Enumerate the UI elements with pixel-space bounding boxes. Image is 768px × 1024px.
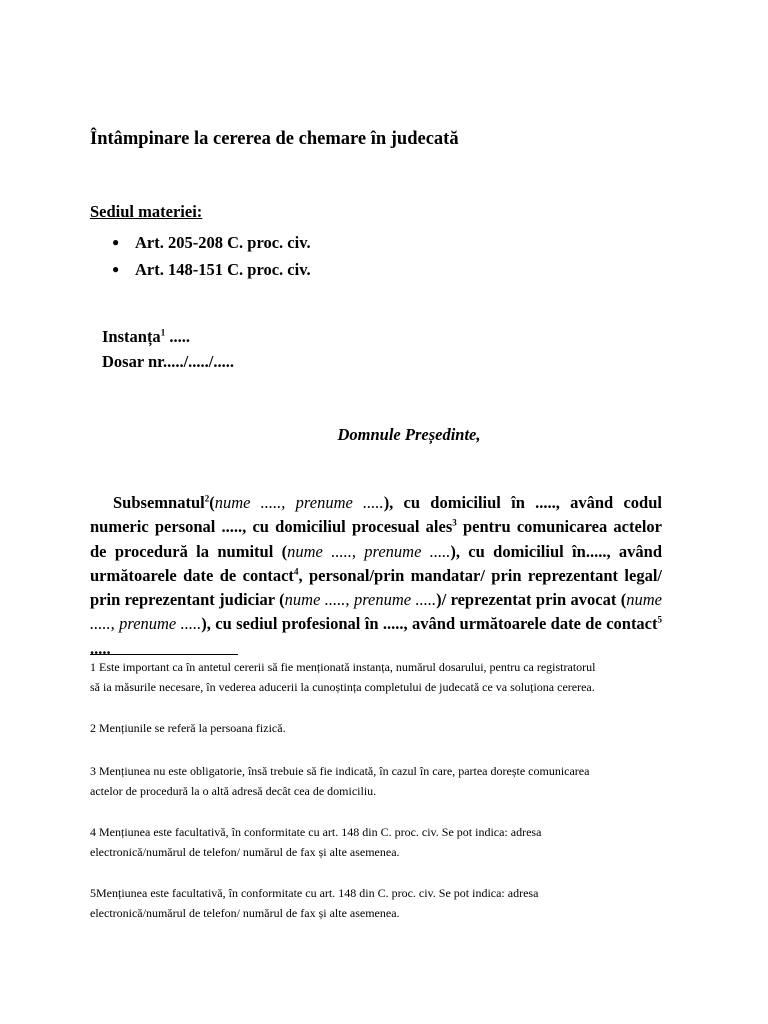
court-label: Instanța <box>102 327 161 346</box>
body-text: pentru comunicarea actelor de procedură la numitul ( <box>90 517 662 561</box>
footnote-line: 4 Mențiunea este facultativă, în conformitate cu art. 148 din C. proc. civ. Se pot indica: adresa <box>90 825 542 839</box>
list-item <box>112 229 311 256</box>
footnote-line: 2 Mențiunile se referă la persoana fizică. <box>90 721 286 735</box>
footnote-line: electronică/numărul de telefon/ numărul de fax și alte asemenea. <box>90 906 400 920</box>
footnote-3 <box>90 761 690 801</box>
footnote-ref: 2 <box>204 493 210 504</box>
court-value: ..... <box>165 327 190 346</box>
body-text: Subsemnatul <box>113 493 205 512</box>
sediu-label-colon: : <box>196 202 203 221</box>
body-text: ), cu domiciliul în....., având următoarele date de contact <box>90 541 663 585</box>
document-title: Întâmpinare la cererea de chemare în judecată <box>90 129 459 149</box>
footnote-2 <box>90 718 690 738</box>
footnote-1 <box>90 657 690 697</box>
placeholder-name: nume ....., prenume ..... <box>90 590 663 634</box>
body-text: ..... <box>90 638 111 658</box>
footnote-ref: 3 <box>452 517 457 528</box>
footnote-line: să ia măsurile necesare, în vederea aducerii la cunoștința completului de judecată ce va soluționa cererea. <box>90 680 595 694</box>
placeholder-name: nume ....., prenume ..... <box>284 590 437 610</box>
case-number-line: Dosar nr...../...../..... <box>102 352 235 371</box>
salutation: Domnule Președinte, <box>337 425 481 444</box>
footnote-line: 1 Este important ca în antetul cererii să fie menționată instanța, numărul dosarului, pentru ca registratorul <box>90 660 596 674</box>
footnote-ref: 1 <box>160 327 166 338</box>
list-item <box>112 256 311 283</box>
body-text: ), cu domiciliul în ....., având codul numeric personal ....., cu domiciliul procesual ales <box>90 493 662 537</box>
legal-basis-list <box>112 229 311 283</box>
body-text: ), cu sediul profesional în ....., având următoarele date de contact <box>201 614 658 634</box>
footnote-line: 5Mențiunea este facultativă, în conformitate cu art. 148 din C. proc. civ. Se pot indica: adresa <box>90 886 539 900</box>
placeholder-name: nume ....., prenume ..... <box>287 541 451 561</box>
bullet-icon: ● <box>112 262 120 276</box>
body-text: ( <box>209 493 215 512</box>
footnote-line: 3 Mențiunea nu este obligatorie, însă trebuie să fie indicată, în cazul în care, partea dorește comunicarea <box>90 764 590 778</box>
body-text: , personal/prin mandatar/ prin reprezentant legal/ prin reprezentant judiciar ( <box>90 565 662 610</box>
sediu-materiei-label <box>90 202 202 222</box>
body-text: )/ reprezentat prin avocat ( <box>436 590 627 610</box>
bullet-icon: ● <box>112 235 120 249</box>
article-reference: Art. 148-151 C. proc. civ. <box>135 259 311 279</box>
footnote-line: electronică/numărul de telefon/ numărul de fax și alte asemenea. <box>90 845 400 859</box>
footnote-5 <box>90 883 690 923</box>
court-line <box>102 327 190 347</box>
footnote-4 <box>90 822 690 862</box>
main-paragraph <box>90 491 662 661</box>
sediu-label-text: Sediul materiei <box>90 202 197 221</box>
article-reference: Art. 205-208 C. proc. civ. <box>135 232 311 252</box>
footnote-ref: 5 <box>657 614 663 625</box>
footnote-line: actelor de procedură la o altă adresă decât cea de domiciliu. <box>90 784 377 798</box>
footnote-ref: 4 <box>293 566 299 577</box>
placeholder-name: nume ....., prenume ..... <box>214 493 384 512</box>
footnote-separator <box>90 654 238 655</box>
